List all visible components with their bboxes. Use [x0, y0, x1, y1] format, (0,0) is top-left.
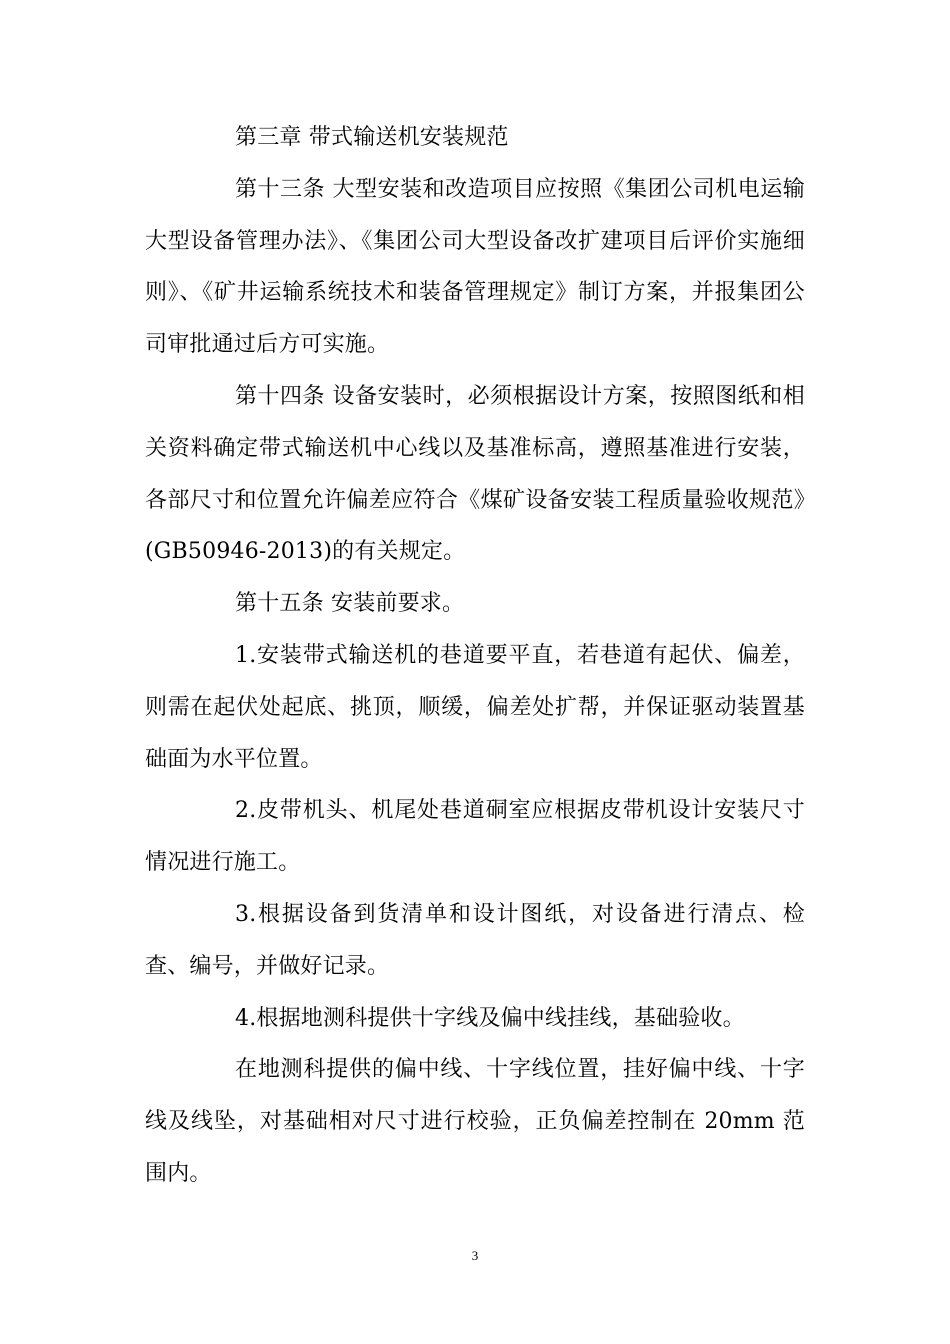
- article-13-paragraph: 第十三条 大型安装和改造项目应按照《集团公司机电运输大型设备管理办法》、《集团公司大型设备改扩建项目后评价实施细则》、《矿井运输系统技术和装备管理规定》制订方案，并报集团公司审批通过后方可实施。: [145, 176, 805, 358]
- verification-paragraph: 在地测科提供的偏中线、十字线位置，挂好偏中线、十字线及线坠，对基础相对尺寸进行校验，正负偏差控制在 20mm 范围内。: [145, 1057, 805, 1186]
- article-14-paragraph: 第十四条 设备安装时，必须根据设计方案，按照图纸和相关资料确定带式输送机中心线以及基准标高，遵照基准进行安装，各部尺寸和位置允许偏差应符合《煤矿设备安装工程质量验收规范》(GB50946-2013)的有关规定。: [145, 383, 805, 565]
- chapter-heading: 第三章 带式输送机安装规范: [235, 125, 509, 150]
- requirement-2-paragraph: 2.皮带机头、机尾处巷道硐室应根据皮带机设计安装尺寸情况进行施工。: [145, 798, 805, 876]
- document-body: [145, 112, 805, 1200]
- requirement-3-paragraph: 3.根据设备到货清单和设计图纸，对设备进行清点、检查、编号，并做好记录。: [145, 901, 805, 979]
- page-number: 3: [471, 1248, 479, 1263]
- requirement-4-paragraph: 4.根据地测科提供十字线及偏中线挂线，基础验收。: [235, 1005, 745, 1031]
- requirement-1-paragraph: 1.安装带式输送机的巷道要平直，若巷道有起伏、偏差，则需在起伏处起底、挑顶，顺缓，偏差处扩帮，并保证驱动装置基础面为水平位置。: [145, 642, 805, 772]
- article-15-paragraph: 第十五条 安装前要求。: [235, 591, 465, 617]
